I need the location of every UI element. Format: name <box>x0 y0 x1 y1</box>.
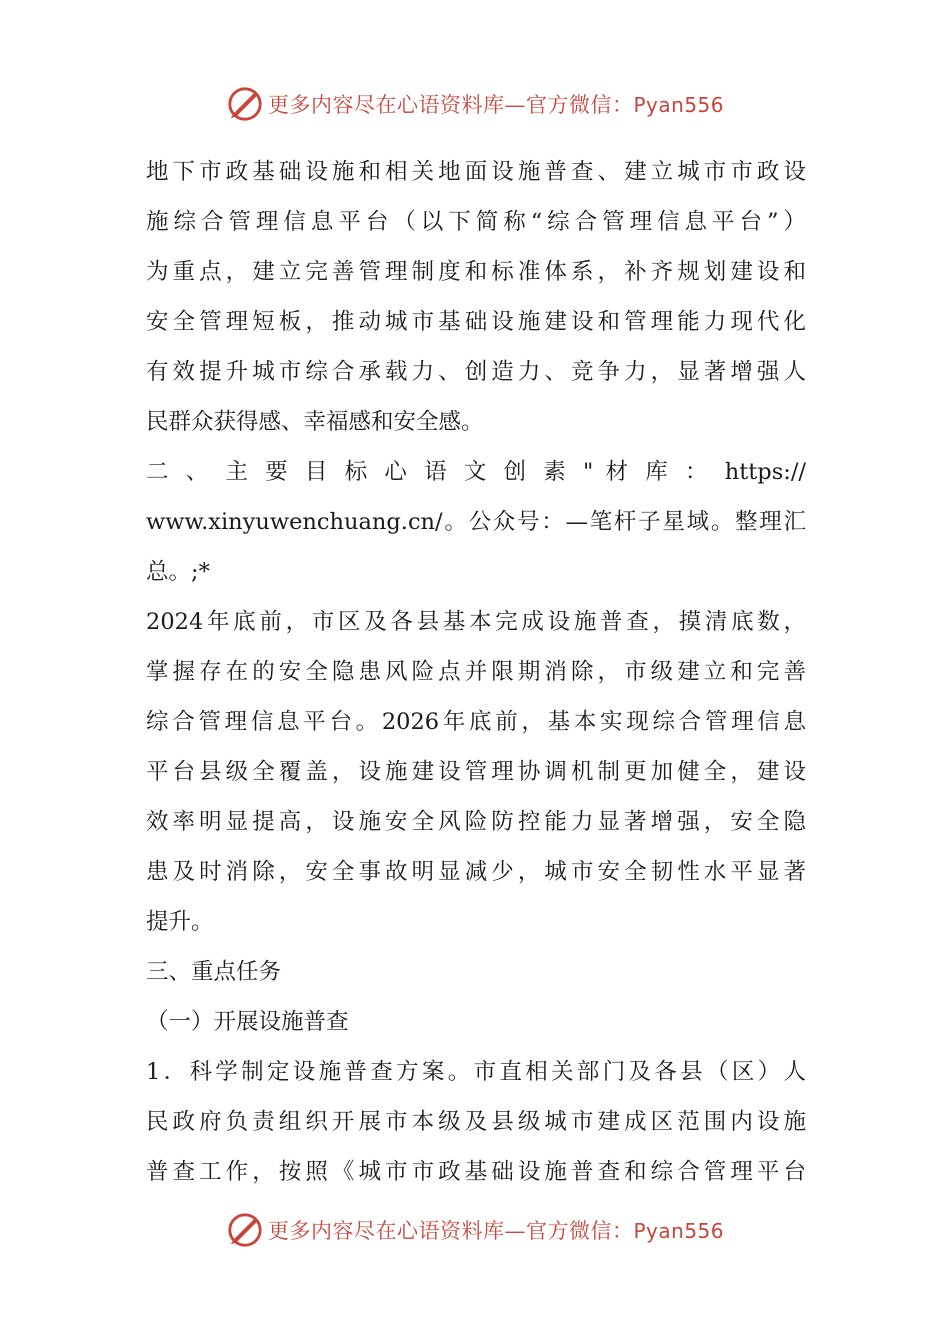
section-heading-goals: 二 、 主 要 目 标 心 语 文 创 素 " 材 库 ： https:// <box>146 459 806 485</box>
text-line: 综合管理信息平台。2026年底前，基本实现综合管理信息 <box>146 709 806 735</box>
section-heading-tasks: 三、重点任务 <box>146 959 282 985</box>
document-body <box>146 147 806 1197</box>
text-line: 普查工作，按照《城市市政基础设施普查和综合管理平台 <box>146 1159 806 1185</box>
text-line: 提升。 <box>146 909 214 935</box>
watermark-text: 更多内容尽在心语资料库—官方微信：Pyan556 <box>267 1219 724 1243</box>
text-line: 施综合管理信息平台（以下简称“综合管理信息平台”） <box>146 209 806 235</box>
text-line: 安全管理短板，推动城市基础设施建设和管理能力现代化 <box>146 309 806 335</box>
text-line: 民政府负责组织开展市本级及县级城市建成区范围内设施 <box>146 1109 806 1135</box>
text-line: 效率明显提高，设施安全风险防控能力显著增强，安全隐 <box>146 809 806 835</box>
text-line: www.xinyuwenchuang.cn/。公众号：—笔杆子星域。整理汇 <box>146 509 806 535</box>
text-line: 有效提升城市综合承载力、创造力、竞争力，显著增强人 <box>146 359 806 385</box>
text-line: 总。;* <box>146 559 210 585</box>
header-watermark-banner <box>0 82 950 126</box>
text-line: 患及时消除，安全事故明显减少，城市安全韧性水平显著 <box>146 859 806 885</box>
text-line: 为重点，建立完善管理制度和标准体系，补齐规划建设和 <box>146 259 806 285</box>
text-line: 1．科学制定设施普查方案。市直相关部门及各县（区）人 <box>146 1059 806 1085</box>
footer-watermark-banner <box>0 1208 950 1252</box>
subsection-heading: （一）开展设施普查 <box>146 1009 349 1035</box>
watermark-text: 更多内容尽在心语资料库—官方微信：Pyan556 <box>267 93 724 117</box>
text-line: 掌握存在的安全隐患风险点并限期消除，市级建立和完善 <box>146 659 806 685</box>
text-line: 平台县级全覆盖，设施建设管理协调机制更加健全，建设 <box>146 759 806 785</box>
text-line: 民群众获得感、幸福感和安全感。 <box>146 409 484 435</box>
text-line: 地下市政基础设施和相关地面设施普查、建立城市市政设 <box>146 159 806 185</box>
pen-circle-logo-icon <box>226 85 264 123</box>
pen-circle-logo-icon <box>226 1211 264 1249</box>
text-line: 2024年底前，市区及各县基本完成设施普查，摸清底数， <box>146 609 806 635</box>
